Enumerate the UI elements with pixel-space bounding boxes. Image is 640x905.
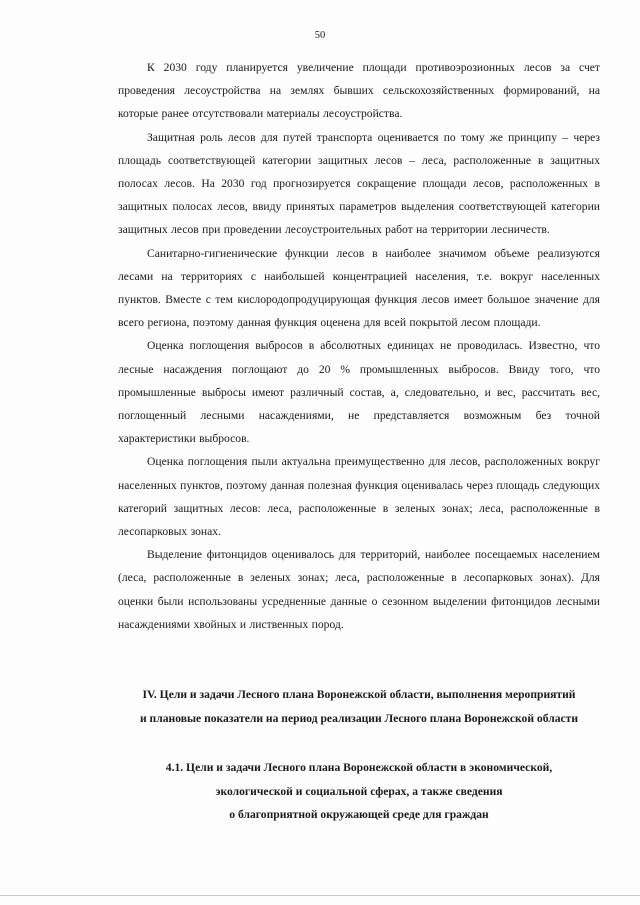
paragraph-dust-absorption: Оценка поглощения пыли актуальна преимущественно для лесов, расположенных вокруг населенных пунктов, поэтому данная полезная функция оценивалась через площадь следующих категорий защитных лесов: леса, расположенные в зеленых зонах; леса, расположенные в лесопарковых зонах.	[118, 455, 600, 539]
section-heading-line-1: IV. Цели и задачи Лесного плана Воронежской области, выполнения мероприятий	[142, 688, 576, 701]
page-bottom-edge	[0, 895, 640, 896]
body-text	[118, 56, 600, 636]
paragraph-protective-erosion: К 2030 году планируется увеличение площади противоэрозионных лесов за счет проведения лесоустройства на землях бывших сельскохозяйственных формирований, на которые ранее отсутствовали материалы лесоустройства.	[118, 61, 600, 121]
subsection-heading-line-2: экологической и социальной сферах, а также сведения	[215, 784, 503, 798]
section-heading	[108, 683, 610, 730]
section-heading-line-2: и плановые показатели на период реализации Лесного плана Воронежской области	[139, 711, 579, 725]
page-number: 50	[314, 30, 326, 41]
paragraph-emission-absorption: Оценка поглощения выбросов в абсолютных единицах не проводилась. Известно, что лесные насаждения поглощают до 20 % промышленных выбросов. Ввиду того, что промышленные выбросы имеют различный состав, а, следовательно, и вес, рассчитать вес, поглощенный лесными насаждениями, не представляется возможным без точной характеристики выбросов.	[118, 339, 600, 446]
subsection-heading-line-3: о благоприятной окружающей среде для граждан	[229, 808, 489, 821]
paragraph-phytoncides: Выделение фитонцидов оценивалось для территорий, наиболее посещаемых населением (леса, расположенные в зеленых зонах; леса, расположенные в лесопарковых зонах). Для оценки были использованы усредненные данные о сезонном выделении фитонцидов лесными насаждениями хвойных и лиственных пород.	[118, 548, 600, 631]
subsection-heading-line-1: 4.1. Цели и задачи Лесного плана Воронежской области в экономической,	[165, 761, 553, 774]
section-headings	[108, 683, 610, 827]
subsection-heading	[108, 756, 610, 827]
paragraph-sanitary-hygienic: Санитарно-гигиенические функции лесов в наиболее значимом объеме реализуются лесами на территориях с наибольшей концентрацией населения, т.е. вокруг населенных пунктов. Вместе с тем кислородопродуцирующая функция лесов имеет большое значение для всего региона, поэтому данная функция оценена для всей покрытой лесом площади.	[118, 246, 600, 330]
paragraph-transport-protection: Защитная роль лесов для путей транспорта оценивается по тому же принципу – через площадь соответствующей категории защитных лесов – леса, расположенные в защитных полосах лесов. На 2030 год прогнозируется сокращение площади лесов, расположенных в защитных полосах лесов, ввиду принятых параметров выделения соответствующей категории защитных лесов при проведении лесоустроительных работ на территории лесничеств.	[118, 130, 600, 237]
